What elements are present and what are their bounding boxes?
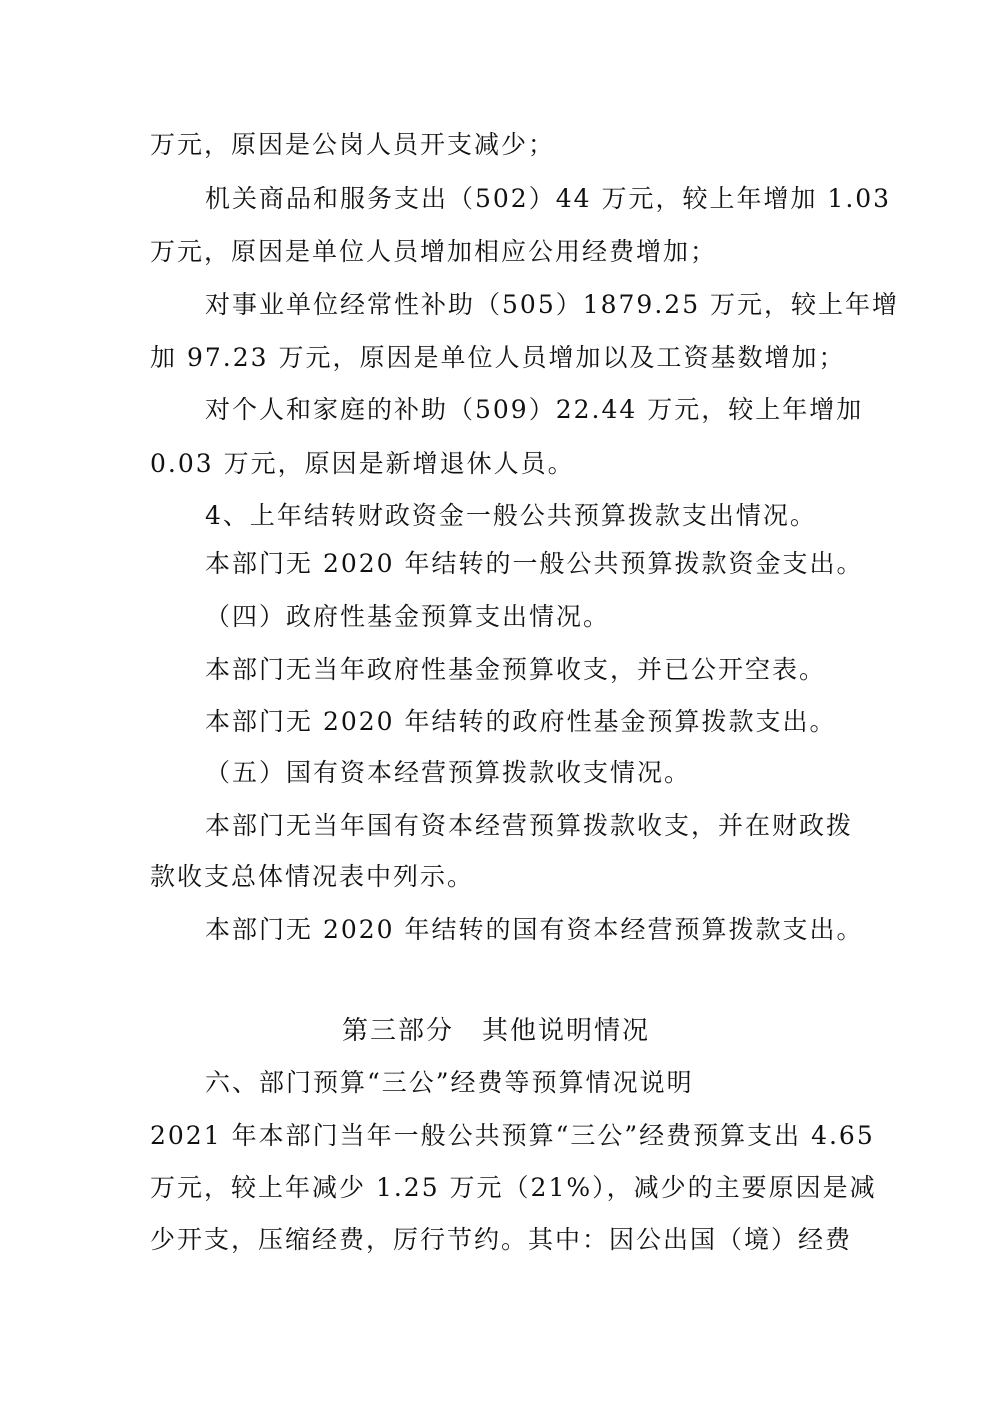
paragraph-line: （五）国有资本经营预算拨款收支情况。 [205,758,692,787]
subheading: 六、部门预算“三公”经费等预算情况说明 [205,1068,694,1097]
paragraph-line: 本部门无 2020 年结转的一般公共预算拨款资金支出。 [205,549,864,578]
paragraph-line: （四）政府性基金预算支出情况。 [205,602,611,631]
paragraph-line: 2021 年本部门当年一般公共预算“三公”经费预算支出 4.65 [150,1121,875,1150]
section-heading: 第三部分 其他说明情况 [341,1016,650,1046]
paragraph-line: 本部门无 2020 年结转的国有资本经营预算拨款支出。 [205,915,864,944]
paragraph-line: 本部门无当年政府性基金预算收支，并已公开空表。 [205,655,827,684]
paragraph-line: 对事业单位经常性补助（505）1879.25 万元，较上年增 [205,290,900,319]
paragraph-line: 万元，原因是公岗人员开支减少； [150,130,556,159]
paragraph-line: 本部门无当年国有资本经营预算拨款收支，并在财政拨 [205,811,854,840]
paragraph-line: 少开支，压缩经费，厉行节约。其中：因公出国（境）经费 [150,1225,853,1254]
paragraph-line: 本部门无 2020 年结转的政府性基金预算拨款支出。 [205,707,837,736]
paragraph-line: 4、上年结转财政资金一般公共预算拨款支出情况。 [205,501,817,530]
paragraph-line: 机关商品和服务支出（502）44 万元，较上年增加 1.03 [205,184,892,213]
paragraph-line: 0.03 万元，原因是新增退休人员。 [150,449,575,478]
paragraph-line: 加 97.23 万元，原因是单位人员增加以及工资基数增加； [150,343,846,372]
paragraph-line: 款收支总体情况表中列示。 [150,862,475,891]
paragraph-line: 对个人和家庭的补助（509）22.44 万元，较上年增加 [205,395,864,424]
paragraph-line: 万元，较上年减少 1.25 万元（21%），减少的主要原因是减 [150,1173,877,1202]
paragraph-line: 万元，原因是单位人员增加相应公用经费增加； [150,237,718,266]
